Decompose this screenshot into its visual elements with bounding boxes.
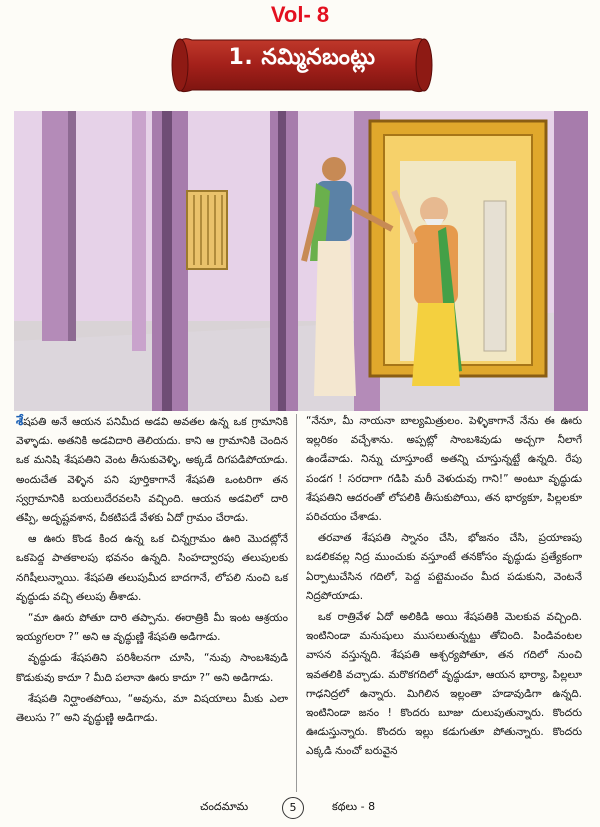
paragraph: ఒక రాత్రివేళ ఏదో అలికిడి అయి శేషపతికి మెలకువ వచ్చింది. ఇంటినిండా మనుషులు ముసలుతున్నట్టు తోచింది. పిండివంటల వాసన వస్తున్నది. శేషపతి ఆశ్చర్యపోతూ, తన గదిలో నుంచి ఇవతలికి వచ్చాడు. మరొకగదిలో వృద్ధుడూ, ఆయన భార్యా, పిల్లలూ గాఢనిద్రలో ఉన్నారు. మిగిలిన ఇల్లంతా హడావుడిగా ఉన్నది. ఇంటినిండా జనం ! కొందరు బూజు దులుపుతున్నారు. కొందరు ఊడుస్తున్నారు. కొందరు ఇల్లు కడుగుతూ పోతున్నారు. కొందరు ఎక్కడి నుంచో బరువైన	[306, 611, 582, 758]
drop-cap: శే	[16, 414, 24, 429]
volume-label: Vol- 8	[270, 2, 330, 27]
story-illustration	[14, 111, 588, 411]
right-text-column	[306, 412, 582, 764]
magazine-name: చందమామ	[200, 800, 249, 813]
page-number: 5	[282, 797, 304, 819]
story-title: 1. నమ్మినబంట్లు	[228, 45, 376, 70]
section-label: కథలు - 8	[332, 800, 376, 813]
column-divider	[296, 414, 297, 792]
left-text-column	[16, 412, 288, 730]
paragraph: వృద్ధుడు శేషపతిని పరిశీలనగా చూసి, “నువు సాంబశివుడి కొడుకువు కాదూ ? మీది పలానా ఊరు కాదూ ?” అని అడిగాడు.	[16, 652, 288, 684]
paragraph: “మా ఊరు పోతూ దారి తప్పాను. ఈరాత్రికి మీ ఇంట ఆశ్రయం ఇయ్యగలరా ?” అని ఆ వృద్ధుణ్ణి శేషపతి అడిగాడు.	[16, 612, 288, 644]
paragraph: శేషపతి అనే ఆయన పనిమీద అడవి అవతల ఉన్న ఒక గ్రామానికి వెళ్ళాడు. అతనికి అడవిదారి తెలియదు. కాని ఆ గ్రామానికి చెందిన ఒక మనిషి శేషపతిని వెంట తీసుకువెళ్ళి, అక్కడే దిగపడిపోయాడు. అందుచేత వెళ్ళిన పని పూర్తికాగానే శేషపతి ఒంటరిగా తన స్వగ్రామానికి బయలుదేరవలసి వచ్చింది. ఆయన అడవిలో దారి తప్పి, అదృష్టవశాన, చీకటిపడే వేళకు ఏదో గ్రామం చేరాడు.	[16, 414, 288, 525]
paragraph: ఆ ఊరు కొండ కింద ఉన్న ఒక చిన్నగ్రామం ఊరి మొదట్లోనే ఒకపెద్ద పాతకాలపు భవనం ఉన్నది. సింహద్వారపు తలుపులకు నగిషీలున్నాయి. శేషపతి తలుపుమీద బాదగానే, లోపలి నుంచి ఒక వృద్ధుడు వచ్చి తలుపు తీశాడు.	[16, 533, 288, 603]
paragraph: “నేనూ, మీ నాయనా బాల్యమిత్రులం. పెళ్ళికాగానే నేను ఈ ఊరు ఇల్లరికం వచ్చేశాను. అప్పట్లో సాంబశివుడు అచ్చగా నీలాగే ఉండేవాడు. నిన్ను చూస్తూంటే అతన్ని చూస్తున్నట్టే ఉన్నది. రేపు పండగ ! సరదాగా గడిపి మరీ వెళుదువు గాని!” అంటూ వృద్ధుడు శేషపతిని ఆదరంతో లోపలికి తీసుకుపోయి, తన భార్యకూ, పిల్లలకూ పరిచయం చేశాడు.	[306, 415, 582, 524]
paragraph: శేషపతి నిర్ఘాంతపోయి, “అవును, మా విషయాలు మీకు ఎలా తెలుసు ?” అని వృద్ధుణ్ణి అడిగాడు.	[16, 692, 288, 725]
paragraph: తరవాత శేషపతి స్నానం చేసి, భోజనం చేసి, ప్రయాణపు బడలికవల్ల నిద్ర ముంచుకు వస్తూంటే తనకోసం వృద్ధుడు ప్రత్యేకంగా ఏర్పాటుచేసిన గదిలో, పెద్ద పట్టెమంచం మీద పడుకుని, వెంటనే నిద్రపోయాడు.	[306, 532, 582, 602]
